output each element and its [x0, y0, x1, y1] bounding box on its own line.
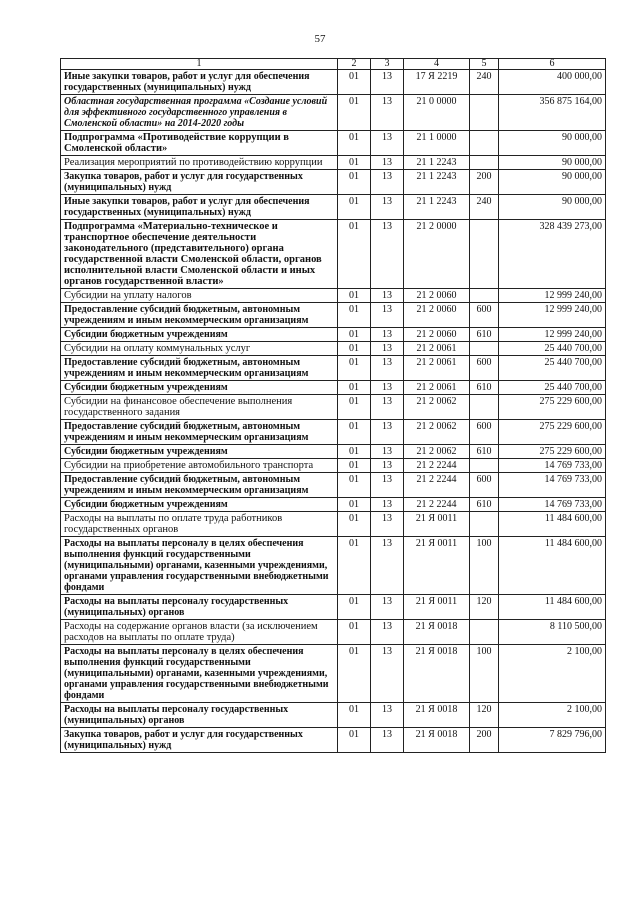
- table-row: [61, 303, 606, 328]
- row-expense-type-cell: [470, 131, 499, 156]
- row-name-cell: Закупка товаров, работ и услуг для государственных (муниципальных) нужд: [61, 728, 338, 753]
- table-row: [61, 356, 606, 381]
- row-section-cell: 01: [338, 595, 371, 620]
- page-number: 57: [314, 33, 326, 45]
- row-subsection-cell: 13: [371, 395, 404, 420]
- row-amount-cell: 275 229 600,00: [499, 420, 606, 445]
- row-expense-type-cell: 610: [470, 381, 499, 395]
- row-section-cell: 01: [338, 728, 371, 753]
- row-name-cell: Субсидии бюджетным учреждениям: [61, 328, 338, 342]
- row-amount-cell: 90 000,00: [499, 170, 606, 195]
- row-name-cell: Закупка товаров, работ и услуг для государственных (муниципальных) нужд: [61, 170, 338, 195]
- row-amount-cell: 90 000,00: [499, 131, 606, 156]
- table-row: [61, 289, 606, 303]
- header-col-3: 3: [371, 59, 404, 70]
- row-subsection-cell: 13: [371, 328, 404, 342]
- table-row: [61, 512, 606, 537]
- table-row: [61, 459, 606, 473]
- table-row: [61, 220, 606, 289]
- row-name-cell: Субсидии на финансовое обеспечение выполнения государственного задания: [61, 395, 338, 420]
- row-subsection-cell: 13: [371, 512, 404, 537]
- row-expense-type-cell: [470, 395, 499, 420]
- row-section-cell: 01: [338, 459, 371, 473]
- row-amount-cell: 12 999 240,00: [499, 303, 606, 328]
- row-target-article-cell: 21 2 0060: [404, 289, 470, 303]
- row-expense-type-cell: [470, 459, 499, 473]
- row-section-cell: 01: [338, 445, 371, 459]
- row-name-cell: Расходы на выплаты персоналу государственных (муниципальных) органов: [61, 595, 338, 620]
- row-subsection-cell: 13: [371, 381, 404, 395]
- row-amount-cell: 400 000,00: [499, 70, 606, 95]
- table-row: [61, 645, 606, 703]
- table-row: [61, 395, 606, 420]
- row-target-article-cell: 21 1 2243: [404, 156, 470, 170]
- row-expense-type-cell: 120: [470, 703, 499, 728]
- row-expense-type-cell: [470, 512, 499, 537]
- row-target-article-cell: 21 2 0062: [404, 420, 470, 445]
- row-name-cell: Расходы на выплаты персоналу в целях обеспечения выполнения функций государственными (муниципальными) органами, казенными учреждениями, органами управления государственными внебюджетными фондами: [61, 645, 338, 703]
- table-row: [61, 342, 606, 356]
- table-row: [61, 156, 606, 170]
- row-name-cell: Расходы на выплаты по оплате труда работников государственных органов: [61, 512, 338, 537]
- table-row: [61, 537, 606, 595]
- row-section-cell: 01: [338, 342, 371, 356]
- row-amount-cell: 2 100,00: [499, 645, 606, 703]
- table-row: [61, 703, 606, 728]
- table-row: [61, 620, 606, 645]
- row-subsection-cell: 13: [371, 420, 404, 445]
- row-name-cell: Субсидии на приобретение автомобильного транспорта: [61, 459, 338, 473]
- row-expense-type-cell: [470, 220, 499, 289]
- row-section-cell: 01: [338, 620, 371, 645]
- row-subsection-cell: 13: [371, 620, 404, 645]
- row-amount-cell: 25 440 700,00: [499, 381, 606, 395]
- row-expense-type-cell: 600: [470, 303, 499, 328]
- table-row: [61, 195, 606, 220]
- row-section-cell: 01: [338, 220, 371, 289]
- row-subsection-cell: 13: [371, 445, 404, 459]
- row-subsection-cell: 13: [371, 303, 404, 328]
- row-name-cell: Областная государственная программа «Создание условий для эффективного государственного управления в Смоленской области» на 2014-2020 годы: [61, 95, 338, 131]
- row-name-cell: Субсидии на оплату коммунальных услуг: [61, 342, 338, 356]
- row-expense-type-cell: [470, 620, 499, 645]
- row-subsection-cell: 13: [371, 703, 404, 728]
- row-amount-cell: 25 440 700,00: [499, 342, 606, 356]
- row-amount-cell: 275 229 600,00: [499, 395, 606, 420]
- row-amount-cell: 90 000,00: [499, 156, 606, 170]
- table-header: [61, 59, 606, 70]
- row-section-cell: 01: [338, 170, 371, 195]
- row-amount-cell: 11 484 600,00: [499, 512, 606, 537]
- row-subsection-cell: 13: [371, 156, 404, 170]
- row-name-cell: Подпрограмма «Противодействие коррупции в Смоленской области»: [61, 131, 338, 156]
- row-expense-type-cell: 600: [470, 473, 499, 498]
- row-section-cell: 01: [338, 356, 371, 381]
- row-section-cell: 01: [338, 645, 371, 703]
- row-section-cell: 01: [338, 303, 371, 328]
- row-expense-type-cell: 610: [470, 498, 499, 512]
- row-subsection-cell: 13: [371, 459, 404, 473]
- row-subsection-cell: 13: [371, 170, 404, 195]
- row-amount-cell: 2 100,00: [499, 703, 606, 728]
- row-name-cell: Субсидии бюджетным учреждениям: [61, 445, 338, 459]
- table-row: [61, 728, 606, 753]
- row-name-cell: Расходы на содержание органов власти (за исключением расходов на выплаты по оплате труда): [61, 620, 338, 645]
- row-expense-type-cell: [470, 95, 499, 131]
- row-section-cell: 01: [338, 498, 371, 512]
- row-target-article-cell: 21 2 2244: [404, 473, 470, 498]
- row-subsection-cell: 13: [371, 131, 404, 156]
- header-col-6: 6: [499, 59, 606, 70]
- row-section-cell: 01: [338, 289, 371, 303]
- row-target-article-cell: 21 2 0062: [404, 395, 470, 420]
- row-name-cell: Иные закупки товаров, работ и услуг для обеспечения государственных (муниципальных) нужд: [61, 70, 338, 95]
- row-target-article-cell: 21 1 2243: [404, 195, 470, 220]
- row-expense-type-cell: 610: [470, 328, 499, 342]
- row-name-cell: Реализация мероприятий по противодействию коррупции: [61, 156, 338, 170]
- row-name-cell: Предоставление субсидий бюджетным, автономным учреждениям и иным некоммерческим организациям: [61, 303, 338, 328]
- row-subsection-cell: 13: [371, 645, 404, 703]
- row-section-cell: 01: [338, 473, 371, 498]
- table-row: [61, 381, 606, 395]
- row-target-article-cell: 21 2 0061: [404, 356, 470, 381]
- row-name-cell: Предоставление субсидий бюджетным, автономным учреждениям и иным некоммерческим организациям: [61, 420, 338, 445]
- row-expense-type-cell: [470, 156, 499, 170]
- row-target-article-cell: 21 0 0000: [404, 95, 470, 131]
- table-row: [61, 498, 606, 512]
- row-target-article-cell: 21 Я 0011: [404, 512, 470, 537]
- row-amount-cell: 14 769 733,00: [499, 459, 606, 473]
- row-expense-type-cell: 240: [470, 195, 499, 220]
- row-section-cell: 01: [338, 156, 371, 170]
- row-amount-cell: 14 769 733,00: [499, 473, 606, 498]
- row-subsection-cell: 13: [371, 70, 404, 95]
- row-subsection-cell: 13: [371, 473, 404, 498]
- row-amount-cell: 275 229 600,00: [499, 445, 606, 459]
- row-amount-cell: 12 999 240,00: [499, 328, 606, 342]
- row-target-article-cell: 21 2 0060: [404, 328, 470, 342]
- table-row: [61, 70, 606, 95]
- header-col-2: 2: [338, 59, 371, 70]
- row-section-cell: 01: [338, 703, 371, 728]
- row-section-cell: 01: [338, 420, 371, 445]
- row-subsection-cell: 13: [371, 728, 404, 753]
- table-row: [61, 445, 606, 459]
- table-row: [61, 473, 606, 498]
- row-name-cell: Субсидии бюджетным учреждениям: [61, 498, 338, 512]
- row-expense-type-cell: [470, 342, 499, 356]
- row-subsection-cell: 13: [371, 289, 404, 303]
- row-expense-type-cell: 200: [470, 170, 499, 195]
- table-row: [61, 95, 606, 131]
- table-row: [61, 328, 606, 342]
- row-amount-cell: 14 769 733,00: [499, 498, 606, 512]
- row-subsection-cell: 13: [371, 95, 404, 131]
- row-subsection-cell: 13: [371, 498, 404, 512]
- row-target-article-cell: 21 1 2243: [404, 170, 470, 195]
- row-amount-cell: 11 484 600,00: [499, 595, 606, 620]
- row-subsection-cell: 13: [371, 195, 404, 220]
- row-name-cell: Расходы на выплаты персоналу государственных (муниципальных) органов: [61, 703, 338, 728]
- row-name-cell: Предоставление субсидий бюджетным, автономным учреждениям и иным некоммерческим организациям: [61, 356, 338, 381]
- row-target-article-cell: 21 1 0000: [404, 131, 470, 156]
- row-amount-cell: 12 999 240,00: [499, 289, 606, 303]
- table-row: [61, 170, 606, 195]
- row-target-article-cell: 21 Я 0018: [404, 728, 470, 753]
- row-expense-type-cell: 240: [470, 70, 499, 95]
- row-target-article-cell: 21 2 0000: [404, 220, 470, 289]
- row-target-article-cell: 21 2 0061: [404, 381, 470, 395]
- row-expense-type-cell: 100: [470, 645, 499, 703]
- row-subsection-cell: 13: [371, 220, 404, 289]
- row-name-cell: Подпрограмма «Материально-техническое и транспортное обеспечение деятельности законодательного (представительного) органа государственной власти Смоленской области, органов исполнительной власти Смоленской области и иных органов государственной власти»: [61, 220, 338, 289]
- row-amount-cell: 25 440 700,00: [499, 356, 606, 381]
- row-expense-type-cell: 120: [470, 595, 499, 620]
- header-col-5: 5: [470, 59, 499, 70]
- row-target-article-cell: 21 2 0062: [404, 445, 470, 459]
- row-target-article-cell: 17 Я 2219: [404, 70, 470, 95]
- row-target-article-cell: 21 Я 0018: [404, 645, 470, 703]
- row-amount-cell: 328 439 273,00: [499, 220, 606, 289]
- table-row: [61, 420, 606, 445]
- row-amount-cell: 7 829 796,00: [499, 728, 606, 753]
- row-section-cell: 01: [338, 381, 371, 395]
- row-target-article-cell: 21 Я 0011: [404, 537, 470, 595]
- table-row: [61, 595, 606, 620]
- row-expense-type-cell: 600: [470, 356, 499, 381]
- row-subsection-cell: 13: [371, 342, 404, 356]
- row-section-cell: 01: [338, 131, 371, 156]
- table-row: [61, 131, 606, 156]
- row-amount-cell: 11 484 600,00: [499, 537, 606, 595]
- row-target-article-cell: 21 2 0060: [404, 303, 470, 328]
- row-name-cell: Субсидии бюджетным учреждениям: [61, 381, 338, 395]
- row-section-cell: 01: [338, 195, 371, 220]
- header-col-1: 1: [61, 59, 338, 70]
- row-target-article-cell: 21 Я 0011: [404, 595, 470, 620]
- table-body: [61, 70, 606, 753]
- row-target-article-cell: 21 2 0061: [404, 342, 470, 356]
- row-target-article-cell: 21 2 2244: [404, 459, 470, 473]
- row-expense-type-cell: 610: [470, 445, 499, 459]
- row-name-cell: Предоставление субсидий бюджетным, автономным учреждениям и иным некоммерческим организациям: [61, 473, 338, 498]
- row-name-cell: Субсидии на уплату налогов: [61, 289, 338, 303]
- row-amount-cell: 90 000,00: [499, 195, 606, 220]
- row-subsection-cell: 13: [371, 595, 404, 620]
- row-section-cell: 01: [338, 512, 371, 537]
- row-target-article-cell: 21 Я 0018: [404, 620, 470, 645]
- row-name-cell: Расходы на выплаты персоналу в целях обеспечения выполнения функций государственными (муниципальными) органами, казенными учреждениями, органами управления государственными внебюджетными фондами: [61, 537, 338, 595]
- header-row: [61, 59, 606, 70]
- row-expense-type-cell: [470, 289, 499, 303]
- row-amount-cell: 356 875 164,00: [499, 95, 606, 131]
- row-subsection-cell: 13: [371, 537, 404, 595]
- row-section-cell: 01: [338, 537, 371, 595]
- row-target-article-cell: 21 Я 0018: [404, 703, 470, 728]
- row-expense-type-cell: 200: [470, 728, 499, 753]
- row-expense-type-cell: 100: [470, 537, 499, 595]
- row-name-cell: Иные закупки товаров, работ и услуг для обеспечения государственных (муниципальных) нужд: [61, 195, 338, 220]
- row-subsection-cell: 13: [371, 356, 404, 381]
- row-amount-cell: 8 110 500,00: [499, 620, 606, 645]
- row-section-cell: 01: [338, 70, 371, 95]
- row-target-article-cell: 21 2 2244: [404, 498, 470, 512]
- budget-table: [60, 58, 606, 753]
- row-section-cell: 01: [338, 395, 371, 420]
- row-section-cell: 01: [338, 328, 371, 342]
- row-section-cell: 01: [338, 95, 371, 131]
- header-col-4: 4: [404, 59, 470, 70]
- row-expense-type-cell: 600: [470, 420, 499, 445]
